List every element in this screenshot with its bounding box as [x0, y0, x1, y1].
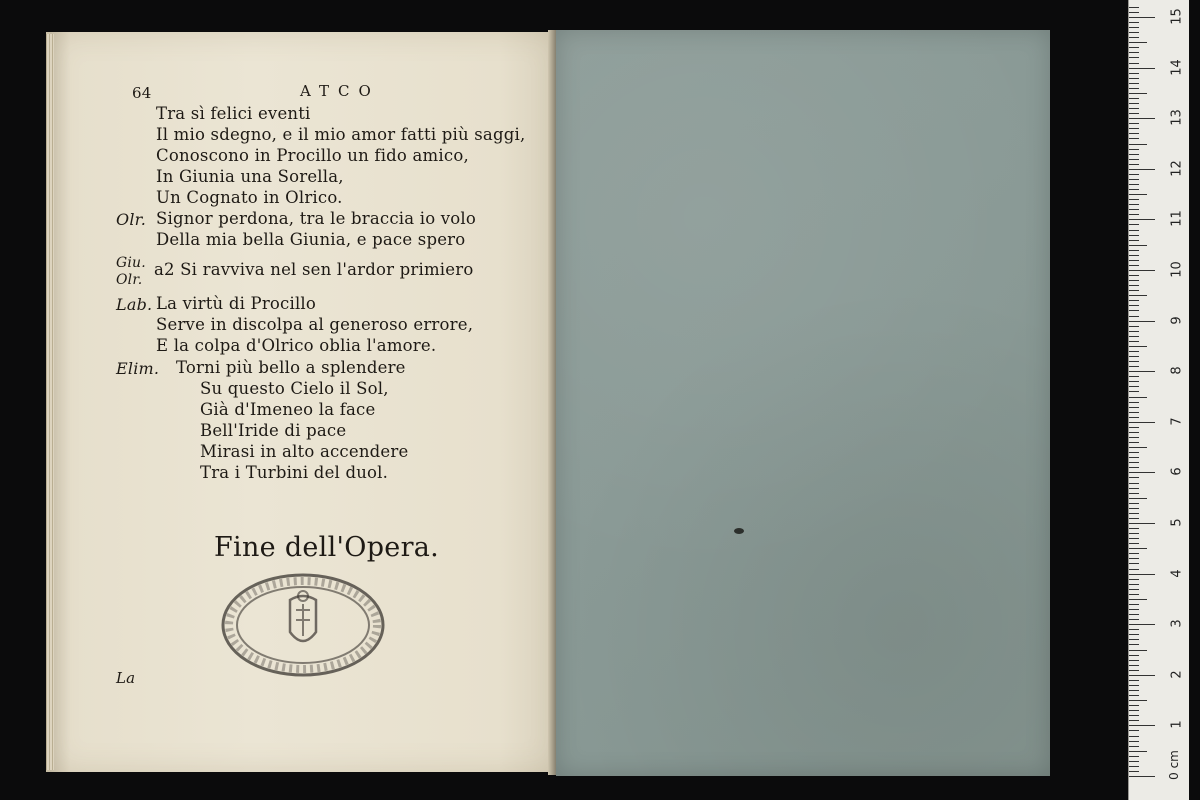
ruler-tick: [1129, 326, 1139, 327]
ruler-tick: [1129, 63, 1139, 64]
ruler-tick: [1129, 214, 1139, 215]
ruler-tick: [1129, 88, 1139, 89]
ruler-tick: [1129, 179, 1139, 180]
measurement-ruler: [1128, 0, 1189, 800]
ruler-tick: [1129, 609, 1139, 610]
ruler-tick: [1129, 432, 1139, 433]
ruler-tick: [1129, 371, 1155, 372]
verse-line: Tra i Turbini del duol.: [200, 463, 389, 482]
ruler-tick: [1129, 138, 1139, 139]
ruler-tick: [1129, 483, 1139, 484]
ruler-tick: [1129, 680, 1139, 681]
ruler-number: 11: [1169, 210, 1185, 228]
ruler-tick: [1129, 619, 1139, 620]
ruler-tick: [1129, 513, 1139, 514]
ruler-tick: [1129, 321, 1155, 322]
ruler-tick: [1129, 356, 1139, 357]
ruler-tick: [1129, 128, 1139, 129]
ruler-tick: [1129, 209, 1139, 210]
verse-line: Conoscono in Procillo un fido amico,: [156, 146, 469, 165]
ruler-tick: [1129, 472, 1155, 473]
verse-line: Bell'Iride di pace: [200, 421, 347, 440]
ruler-tick: [1129, 462, 1139, 463]
ruler-tick: [1129, 331, 1139, 332]
ruler-tick: [1129, 336, 1139, 337]
ruler-tick: [1129, 341, 1139, 342]
ruler-tick: [1129, 78, 1139, 79]
ruler-tick: [1129, 7, 1139, 8]
ruler-tick: [1129, 280, 1139, 281]
end-title: Fine dell'Opera.: [214, 532, 440, 563]
ruler-tick: [1129, 761, 1139, 762]
catchword: La: [116, 669, 136, 687]
ruler-tick: [1129, 73, 1139, 74]
ruler-number: 10: [1169, 261, 1185, 278]
ruler-tick: [1129, 144, 1147, 145]
left-printed-page: [46, 32, 560, 772]
ruler-tick: [1129, 569, 1139, 570]
verse-line: Mirasi in alto accendere: [200, 442, 409, 461]
verse-line: Il mio sdegno, e il mio amor fatti più saggi,: [156, 125, 526, 144]
ruler-tick: [1129, 260, 1139, 261]
ruler-tick: [1129, 250, 1139, 251]
ruler-tick: [1129, 57, 1139, 58]
ruler-tick: [1129, 422, 1155, 423]
ruler-number: 13: [1169, 109, 1185, 126]
ruler-tick: [1129, 604, 1139, 605]
verse-line: Della mia bella Giunia, e pace spero: [156, 230, 466, 249]
ruler-tick: [1129, 310, 1139, 311]
ruler-tick: [1129, 624, 1155, 625]
library-stamp-icon: [218, 570, 388, 680]
ruler-tick: [1129, 83, 1139, 84]
ruler-tick: [1129, 230, 1139, 231]
verse-line: Su questo Cielo il Sol,: [200, 379, 389, 398]
ruler-tick: [1129, 725, 1155, 726]
ruler-tick: [1129, 447, 1147, 448]
ruler-tick: [1129, 118, 1155, 119]
ruler-tick: [1129, 518, 1139, 519]
ruler-tick: [1129, 351, 1139, 352]
ruler-tick: [1129, 47, 1139, 48]
ruler-tick: [1129, 685, 1139, 686]
verse-line: E la colpa d'Olrico oblia l'amore.: [156, 336, 437, 355]
ruler-tick: [1129, 751, 1147, 752]
ruler-tick: [1129, 639, 1139, 640]
ruler-tick: [1129, 746, 1139, 747]
ruler-tick: [1129, 219, 1155, 220]
ruler-tick: [1129, 235, 1139, 236]
ruler-tick: [1129, 194, 1147, 195]
speaker-label: Giu.: [116, 255, 146, 271]
ruler-tick: [1129, 199, 1139, 200]
cover-spot: [734, 528, 744, 534]
ruler-tick: [1129, 498, 1147, 499]
ruler-tick: [1129, 154, 1139, 155]
ruler-tick: [1129, 381, 1139, 382]
ruler-tick: [1129, 27, 1139, 28]
ruler-number: 14: [1169, 58, 1185, 76]
ruler-tick: [1129, 240, 1139, 241]
ruler-tick: [1129, 629, 1139, 630]
ruler-tick: [1129, 93, 1147, 94]
ruler-tick: [1129, 361, 1139, 362]
ruler-tick: [1129, 650, 1147, 651]
ruler-tick: [1129, 720, 1139, 721]
ruler-tick: [1129, 741, 1139, 742]
ruler-tick: [1129, 270, 1155, 271]
ruler-tick: [1129, 452, 1139, 453]
ruler-tick: [1129, 543, 1139, 544]
ruler-tick: [1129, 660, 1139, 661]
blue-paper-cover: [556, 30, 1050, 776]
ruler-tick: [1129, 574, 1155, 575]
speaker-label: Lab.: [116, 295, 153, 314]
ruler-number: 8: [1169, 366, 1185, 375]
ruler-number: 1: [1169, 720, 1185, 730]
ruler-tick: [1129, 442, 1139, 443]
ruler-tick: [1129, 523, 1155, 524]
ruler-tick: [1129, 584, 1139, 585]
ruler-tick: [1129, 316, 1139, 317]
ruler-tick: [1129, 275, 1139, 276]
ruler-tick: [1129, 17, 1155, 18]
ruler-tick: [1129, 133, 1139, 134]
ruler-number: 5: [1169, 518, 1185, 527]
ruler-tick: [1129, 503, 1139, 504]
ruler-tick: [1129, 285, 1139, 286]
ruler-tick: [1129, 407, 1139, 408]
page-number: 64: [132, 84, 152, 102]
verse-line: Signor perdona, tra le braccia io volo: [156, 209, 477, 228]
verse-line: Tra sì felici eventi: [156, 104, 311, 123]
ruler-tick: [1129, 402, 1139, 403]
ruler-tick: [1129, 108, 1139, 109]
ruler-tick: [1129, 756, 1139, 757]
ruler-tick: [1129, 644, 1139, 645]
ruler-tick: [1129, 579, 1139, 580]
ruler-tick: [1129, 508, 1139, 509]
ruler-tick: [1129, 655, 1139, 656]
ruler-tick: [1129, 634, 1139, 635]
verse-line: a2 Si ravviva nel sen l'ardor primiero: [154, 260, 474, 279]
ruler-tick: [1129, 300, 1139, 301]
ruler-tick: [1129, 169, 1155, 170]
ruler-number: 15: [1169, 8, 1185, 25]
ruler-tick: [1129, 305, 1139, 306]
ruler-tick: [1129, 386, 1139, 387]
ruler-tick: [1129, 37, 1139, 38]
ruler-tick: [1129, 42, 1147, 43]
ruler-tick: [1129, 457, 1139, 458]
ruler-tick: [1129, 376, 1139, 377]
verse-line: In Giunia una Sorella,: [156, 167, 344, 186]
ruler-tick: [1129, 123, 1139, 124]
ruler-tick: [1129, 113, 1139, 114]
ruler-number: 2: [1169, 670, 1185, 679]
ruler-tick: [1129, 730, 1139, 731]
page-edge-shading: [46, 34, 54, 770]
ruler-tick: [1129, 599, 1147, 600]
ruler-tick: [1129, 771, 1139, 772]
ruler-tick: [1129, 766, 1139, 767]
verse-line: Torni più bello a splendere: [176, 358, 406, 377]
ruler-tick: [1129, 528, 1139, 529]
ruler-tick: [1129, 224, 1139, 225]
verse-line: Un Cognato in Olrico.: [156, 188, 343, 207]
ruler-tick: [1129, 12, 1139, 13]
ruler-tick: [1129, 265, 1139, 266]
ruler-tick: [1129, 245, 1147, 246]
ruler-tick: [1129, 614, 1139, 615]
speaker-label: Olr.: [116, 210, 147, 229]
ruler-tick: [1129, 437, 1139, 438]
ruler-tick: [1129, 533, 1139, 534]
ruler-tick: [1129, 184, 1139, 185]
ruler-tick: [1129, 174, 1139, 175]
ruler-tick: [1129, 98, 1139, 99]
ruler-tick: [1129, 32, 1139, 33]
ruler-tick: [1129, 295, 1147, 296]
ruler-tick: [1129, 103, 1139, 104]
verse-line: La virtù di Procillo: [156, 294, 317, 313]
ruler-tick: [1129, 397, 1147, 398]
ruler-tick: [1129, 477, 1139, 478]
ruler-number: 7: [1169, 417, 1185, 426]
ruler-tick: [1129, 690, 1139, 691]
ruler-tick: [1129, 366, 1139, 367]
ruler-tick: [1129, 538, 1139, 539]
ruler-tick: [1129, 675, 1155, 676]
verse-line: Serve in discolpa al generoso errore,: [156, 315, 474, 334]
ruler-number: 12: [1169, 160, 1185, 177]
ruler-tick: [1129, 700, 1147, 701]
ruler-tick: [1129, 715, 1139, 716]
ruler-tick: [1129, 736, 1139, 737]
ruler-tick: [1129, 427, 1139, 428]
ruler-tick: [1129, 204, 1139, 205]
speaker-label: Elim.: [116, 359, 160, 378]
ruler-tick: [1129, 391, 1139, 392]
ruler-tick: [1129, 558, 1139, 559]
ruler-tick: [1129, 346, 1147, 347]
verse-line: Già d'Imeneo la face: [200, 400, 376, 419]
ruler-tick: [1129, 22, 1139, 23]
ruler-tick: [1129, 594, 1139, 595]
ruler-tick: [1129, 705, 1139, 706]
ruler-tick: [1129, 255, 1139, 256]
ruler-tick: [1129, 695, 1139, 696]
ruler-tick: [1129, 670, 1139, 671]
ruler-tick: [1129, 548, 1147, 549]
ruler-tick: [1129, 553, 1139, 554]
ruler-tick: [1129, 665, 1139, 666]
ruler-tick: [1129, 149, 1139, 150]
ruler-tick: [1129, 68, 1155, 69]
ruler-tick: [1129, 189, 1139, 190]
ruler-tick: [1129, 776, 1155, 777]
ruler-tick: [1129, 710, 1139, 711]
speaker-label: Olr.: [116, 272, 143, 288]
ruler-tick: [1129, 493, 1139, 494]
ruler-tick: [1129, 52, 1139, 53]
ruler-unit-label: 0 cm: [1166, 750, 1181, 780]
ruler-tick: [1129, 488, 1139, 489]
ruler-tick: [1129, 467, 1139, 468]
ruler-tick: [1129, 159, 1139, 160]
ruler-tick: [1129, 290, 1139, 291]
running-head: ATCO: [300, 82, 380, 100]
ruler-tick: [1129, 164, 1139, 165]
ruler-number: 6: [1169, 467, 1185, 477]
ruler-number: 4: [1169, 568, 1185, 578]
ruler-tick: [1129, 412, 1139, 413]
ruler-tick: [1129, 589, 1139, 590]
ruler-tick: [1129, 563, 1139, 564]
ruler-number: 3: [1169, 619, 1185, 628]
ruler-number: 9: [1169, 315, 1185, 325]
ruler-tick: [1129, 417, 1139, 418]
